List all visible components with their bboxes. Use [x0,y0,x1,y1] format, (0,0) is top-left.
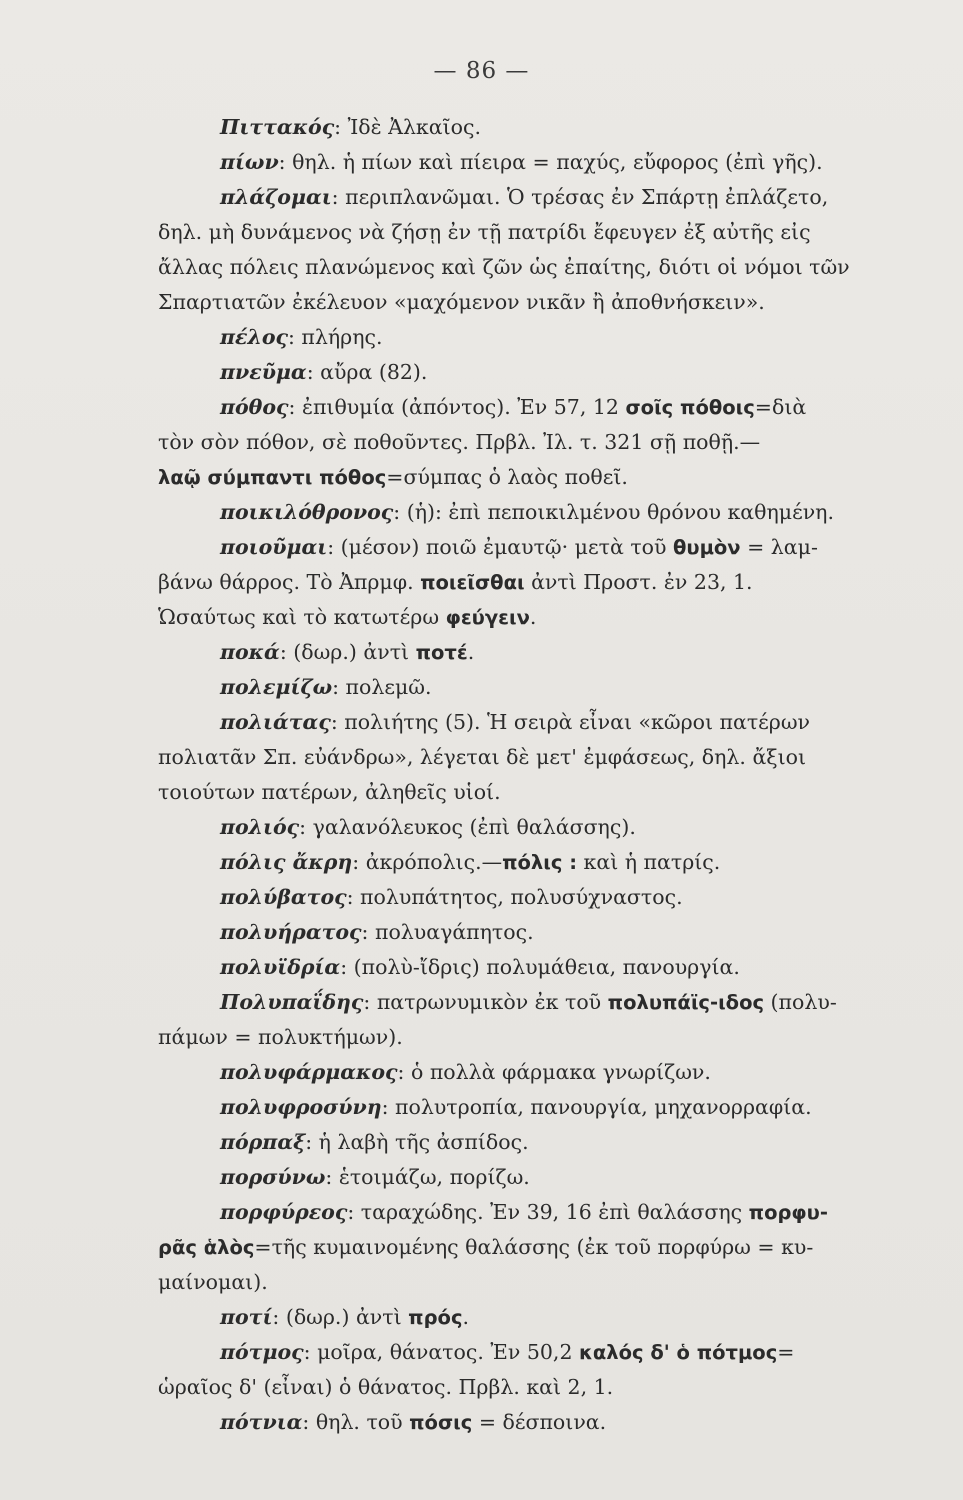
headword: πίων [220,150,279,174]
bold-term: ρᾶς ἁλὸς [158,1236,255,1259]
definition: καὶ ἡ πατρίς. [577,850,721,874]
entry-polyeratos [158,915,898,950]
bold-term: καλός δ' ὁ πότμος [579,1341,778,1364]
definition: : ἑτοιμάζω, πορίζω. [325,1165,530,1189]
definition: : πολυπάτητος, πολυσύχναστος. [346,885,683,909]
definition: : (ἡ): ἐπὶ πεποικιλμένου θρόνου καθημένη. [393,500,834,524]
definition: : ἡ λαβὴ τῆς ἀσπίδος. [305,1130,529,1154]
bold-term: πορφυ- [748,1201,828,1224]
definition-line: μαίνομαι). [158,1270,268,1294]
definition: = λαμ- [740,535,818,559]
definition: : μοῖρα, θάνατος. Ἐν 50,2 [303,1340,580,1364]
definition: : πλήρης. [288,325,383,349]
entry-polybatos [158,880,898,915]
definition: : Ἰδὲ Ἀλκαῖος. [334,115,481,139]
headword: πολυήρατος [220,920,362,944]
headword: πολεμίζω [220,675,333,699]
definition: (πολυ- [764,990,837,1014]
entry-polios [158,810,898,845]
entry-polyphrosyne [158,1090,898,1125]
bold-term: λαῷ σύμπαντι πόθος [158,466,387,489]
definition: : (δωρ.) ἀντὶ [272,1305,409,1329]
definition: : πολεμῶ. [332,675,432,699]
entry-poka [158,635,898,670]
entry-potnia [158,1405,898,1440]
bold-term: πόσις [409,1411,473,1434]
headword: πέλος [220,325,288,349]
definition: : (πολὺ-ἴδρις) πολυμάθεια, πανουργία. [340,955,740,979]
definition-line: τὸν σὸν πόθον, σὲ ποθοῦντες. Πρβλ. Ἰλ. τ. 321 σῇ ποθῇ.— [158,430,761,454]
bold-term: θυμὸν [673,536,741,559]
headword: Πολυπαΐδης [220,990,364,1014]
definition: . [529,605,537,629]
definition: : (δωρ.) ἀντὶ [279,640,416,664]
entry-polypharmakos [158,1055,898,1090]
entry-poliatas [158,705,898,810]
headword: πολυϊδρία [220,955,341,979]
entry-pelos [158,320,898,355]
entry-porphyreos [158,1195,898,1300]
entry-polyidria [158,950,898,985]
entry-potmos [158,1335,898,1405]
headword: πολύβατος [220,885,347,909]
bold-term: ποτέ [415,641,468,664]
definition: =σύμπας ὁ λαὸς ποθεῖ. [386,465,628,489]
bold-term: σοῖς πόθοις [625,396,755,419]
definition: =τῆς κυμαινομένης θαλάσσης (ἐκ τοῦ πορφύρω = κυ- [254,1235,814,1259]
headword: ποκά [220,640,280,664]
definition: Ὡσαύτως καὶ τὸ κατωτέρω [158,605,446,629]
definition-line: Σπαρτιατῶν ἐκέλευον «μαχόμενον νικᾶν ἢ ἀποθνήσκειν». [158,290,765,314]
definition-line: ὡραῖος δ' (εἶναι) ὁ θάνατος. Πρβλ. καὶ 2, 1. [158,1375,614,1399]
page-number: — 86 — [433,58,530,84]
definition: : ὁ πολλὰ φάρμακα γνωρίζων. [397,1060,711,1084]
headword: πολιάτας [220,710,331,734]
entry-porsyno [158,1160,898,1195]
headword: Πιττακός [220,115,335,139]
headword: ποτί [220,1305,273,1329]
bold-term: πολυπάϊς-ιδος [607,991,765,1014]
headword: πολιός [220,815,300,839]
definition: = [777,1340,795,1364]
entry-poikilothronos [158,495,898,530]
definition: : (μέσον) ποιῶ ἐμαυτῷ· μετὰ τοῦ [327,535,673,559]
definition: : ταραχώδης. Ἐν 39, 16 ἐπὶ θαλάσσης [347,1200,749,1224]
bold-term: πόλις : [502,851,578,874]
definition-line: πάμων = πολυκτήμων). [158,1025,403,1049]
definition: : θηλ. ἡ πίων καὶ πίειρα = παχύς, εὔφορος (ἐπὶ γῆς). [278,150,823,174]
definition: : πολιήτης (5). Ἡ σειρὰ εἶναι «κῶροι πατέρων [330,710,811,734]
definition: : γαλανόλευκος (ἐπὶ θαλάσσης). [299,815,636,839]
headword: πολυφάρμακος [220,1060,398,1084]
headword: πόρπαξ [220,1130,306,1154]
headword: πολυφροσύνη [220,1095,382,1119]
headword: πορφύρεος [220,1200,348,1224]
definition: : πατρωνυμικὸν ἐκ τοῦ [363,990,608,1014]
entry-porpax [158,1125,898,1160]
entry-pion [158,145,898,180]
definition: : πολυαγάπητος. [361,920,534,944]
definition: ἀντὶ Προστ. ἐν 23, 1. [524,570,753,594]
headword: πότμος [220,1340,304,1364]
headword: πόλις ἄκρη [220,850,353,874]
entry-polypaides [158,985,898,1055]
definition: : ἀκρόπολις.— [352,850,503,874]
entry-polis-akre [158,845,898,880]
entry-plazomai [158,180,898,320]
entry-polemizo [158,670,898,705]
definition-line: τοιούτων πατέρων, ἀληθεῖς υἱοί. [158,780,501,804]
definition: βάνω θάρρος. Τὸ Ἀπρμφ. [158,570,421,594]
definition: : αὔρα (82). [306,360,428,384]
definition-line: πολιατᾶν Σπ. εὐάνδρω», λέγεται δὲ μετ' ἐμφάσεως, δηλ. ἄξιοι [158,745,807,769]
definition: . [462,1305,470,1329]
entry-pneuma [158,355,898,390]
glossary-body [158,110,898,1440]
bold-term: φεύγειν [445,606,530,629]
headword: ποιοῦμαι [220,535,328,559]
definition: : θηλ. τοῦ [302,1410,410,1434]
definition: : ἐπιθυμία (ἀπόντος). Ἐν 57, 12 [288,395,626,419]
headword: πόθος [220,395,289,419]
definition-line: δηλ. μὴ δυνάμενος νὰ ζήσῃ ἐν τῇ πατρίδι ἔφευγεν ἐξ αὐτῆς εἰς [158,220,811,244]
bold-term: πρός [408,1306,463,1329]
definition: =διὰ [754,395,807,419]
definition: = δέσποινα. [472,1410,607,1434]
headword: ποικιλόθρονος [220,500,394,524]
bold-term: ποιεῖσθαι [420,571,525,594]
definition: : περιπλανῶμαι. Ὁ τρέσας ἐν Σπάρτῃ ἐπλάζετο, [331,185,829,209]
definition: . [467,640,475,664]
entry-pittakos [158,110,898,145]
headword: πνεῦμα [220,360,307,384]
entry-poioumai [158,530,898,635]
definition-line: ἄλλας πόλεις πλανώμενος καὶ ζῶν ὡς ἐπαίτης, διότι οἱ νόμοι τῶν [158,255,850,279]
headword: πορσύνω [220,1165,326,1189]
definition: : πολυτροπία, πανουργία, μηχανορραφία. [381,1095,812,1119]
headword: πλάζομαι [220,185,332,209]
entry-pothos [158,390,898,495]
headword: πότνια [220,1410,303,1434]
entry-poti [158,1300,898,1335]
